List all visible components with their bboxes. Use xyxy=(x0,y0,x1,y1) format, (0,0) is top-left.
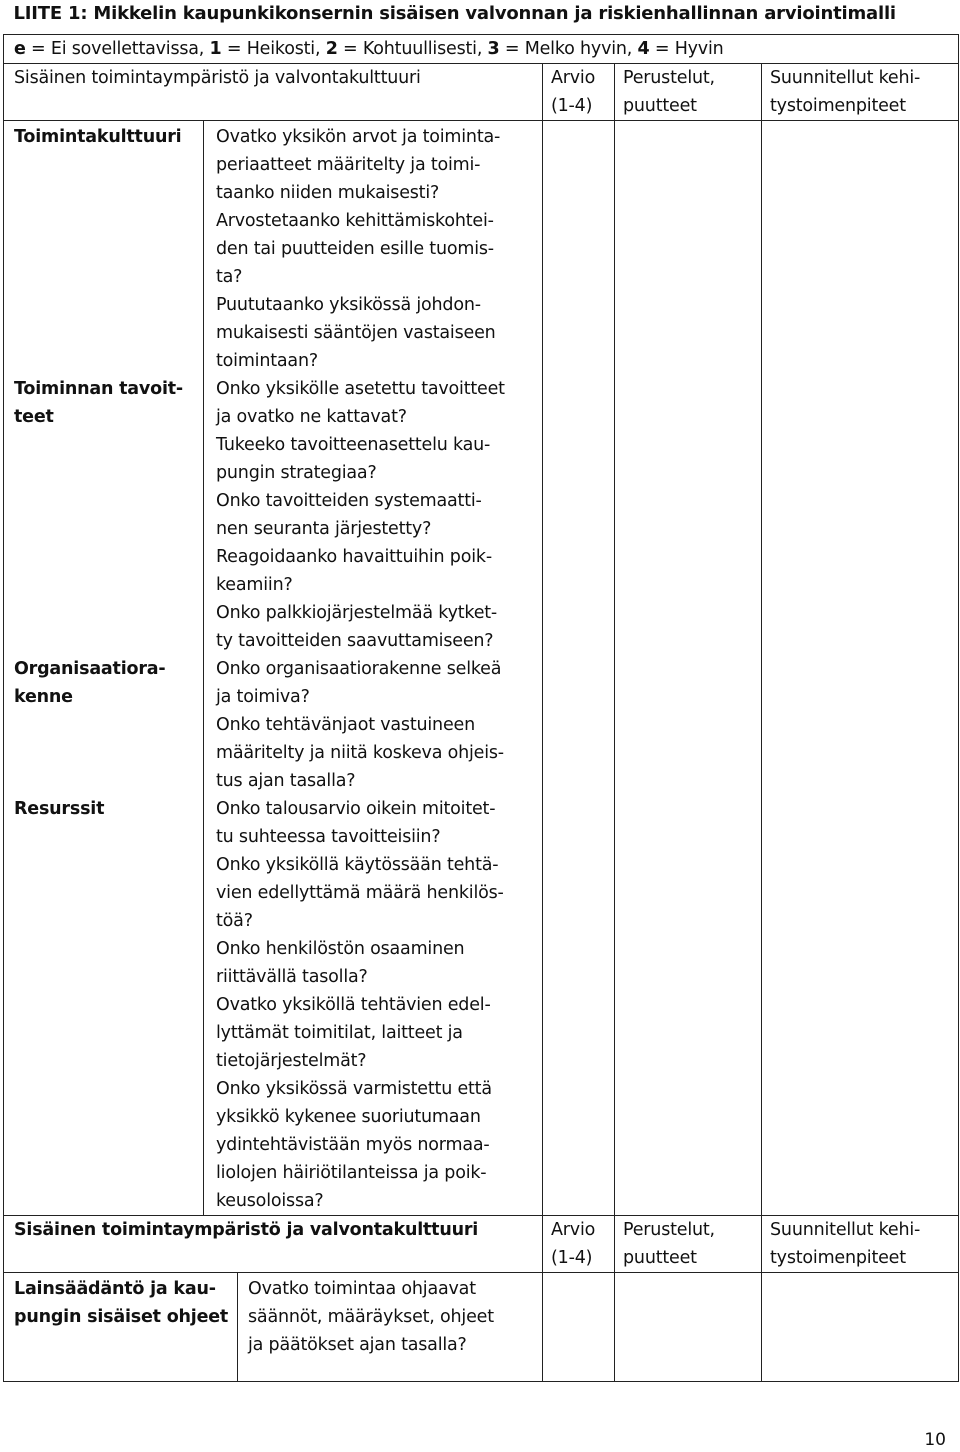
text-line: Onko organisaatiorakenne selkeä xyxy=(216,659,502,679)
text-line: tietojärjestelmät? xyxy=(216,1051,367,1071)
question-item xyxy=(216,795,542,851)
text-line: puutteet xyxy=(623,1248,697,1268)
text-line: liolojen häiriötilanteissa ja poik- xyxy=(216,1163,487,1183)
text-line: mukaisesti sääntöjen vastaiseen xyxy=(216,323,496,343)
col-header-suunnitellut xyxy=(762,64,959,121)
text-line: Reagoidaanko havaittuihin poik- xyxy=(216,547,492,567)
text-line: Ovatko yksiköllä tehtävien edel- xyxy=(216,995,491,1015)
text-line: ydintehtävistään myös normaa- xyxy=(216,1135,490,1155)
col-header-perustelut xyxy=(615,64,762,121)
scale-label: = Hyvin xyxy=(649,39,724,59)
text-line: nen seuranta järjestetty? xyxy=(216,519,432,539)
text-line: Suunnitellut kehi- xyxy=(770,1220,921,1240)
scale-value: e xyxy=(14,39,26,59)
section-heading: Sisäinen toimintaympäristö ja valvontakulttuuri xyxy=(4,64,543,121)
text-line: määritelty ja niitä koskeva ohjeis- xyxy=(216,743,504,763)
question-item xyxy=(216,991,542,1075)
text-line: taanko niiden mukaisesti? xyxy=(216,183,440,203)
scale-label: = Heikosti, xyxy=(221,39,326,59)
question-item xyxy=(216,207,542,291)
question-item xyxy=(216,711,542,795)
text-line: Lainsäädäntö ja kau- xyxy=(14,1279,216,1299)
question-item xyxy=(216,1075,542,1215)
group-label xyxy=(14,795,203,1215)
section-heading: Sisäinen toimintaympäristö ja valvontakulttuuri xyxy=(4,1216,543,1273)
col-header-perustelut xyxy=(615,1216,762,1273)
group-label xyxy=(4,1273,238,1382)
text-line: pungin strategiaa? xyxy=(216,463,377,483)
scale-label: = Kohtuullisesti, xyxy=(337,39,488,59)
question-item xyxy=(216,935,542,991)
text-line: töä? xyxy=(216,911,253,931)
text-line: yksikkö kykenee suoriutumaan xyxy=(216,1107,481,1127)
perustelut-cell xyxy=(615,121,762,1216)
group-labels-column xyxy=(4,121,204,1216)
text-line: Ovatko yksikön arvot ja toiminta- xyxy=(216,127,501,147)
arvio-cell xyxy=(543,1273,615,1382)
scale-label: = Ei sovellettavissa, xyxy=(25,39,210,59)
document-title: LIITE 1: Mikkelin kaupunkikonsernin sisäisen valvonnan ja riskienhallinnan arviointimalli xyxy=(4,0,959,35)
text-line: tus ajan tasalla? xyxy=(216,771,356,791)
question-item xyxy=(216,431,542,487)
text-line: vien edellyttämä määrä henkilös- xyxy=(216,883,504,903)
suunnitellut-cell xyxy=(762,1273,959,1382)
text-line: kenne xyxy=(14,687,73,707)
question-item xyxy=(216,375,542,431)
text-line: Arvostetaanko kehittämiskohtei- xyxy=(216,211,494,231)
text-line: Onko yksikössä varmistettu että xyxy=(216,1079,492,1099)
text-line: ja päätökset ajan tasalla? xyxy=(248,1335,467,1355)
group-label xyxy=(14,655,203,795)
text-line: ja ovatko ne kattavat? xyxy=(216,407,407,427)
questions-column xyxy=(204,121,543,1216)
question-item xyxy=(216,487,542,543)
text-line: Onko tehtävänjaot vastuineen xyxy=(216,715,475,735)
text-line: Suunnitellut kehi- xyxy=(770,68,921,88)
text-line: Onko yksiköllä käytössään tehtä- xyxy=(216,855,499,875)
perustelut-cell xyxy=(615,1273,762,1382)
text-line: Toiminnan tavoit- xyxy=(14,379,183,399)
text-line: teet xyxy=(14,407,54,427)
text-line: ty tavoitteiden saavuttamiseen? xyxy=(216,631,494,651)
group-label xyxy=(14,375,203,655)
text-line: Onko yksikölle asetettu tavoitteet xyxy=(216,379,505,399)
text-line: keusoloissa? xyxy=(216,1191,324,1211)
text-line: periaatteet määritelty ja toimi- xyxy=(216,155,481,175)
arvio-cell xyxy=(543,121,615,1216)
scale-label: = Melko hyvin, xyxy=(499,39,638,59)
text-line: Toimintakulttuuri xyxy=(14,127,182,147)
text-line: Tukeeko tavoitteenasettelu kau- xyxy=(216,435,491,455)
text-line: säännöt, määräykset, ohjeet xyxy=(248,1307,494,1327)
text-line: Onko palkkiojärjestelmää kytket- xyxy=(216,603,498,623)
scale-value: 3 xyxy=(487,39,500,59)
suunnitellut-cell xyxy=(762,121,959,1216)
scale-value: 2 xyxy=(325,39,338,59)
rating-scale xyxy=(4,35,959,64)
text-line: riittävällä tasolla? xyxy=(216,967,368,987)
question-item xyxy=(216,291,542,375)
text-line: Arvio xyxy=(551,68,596,88)
text-line: lyttämät toimitilat, laitteet ja xyxy=(216,1023,463,1043)
text-line: (1-4) xyxy=(551,1248,593,1268)
text-line: pungin sisäiset ohjeet xyxy=(14,1307,229,1327)
text-line: Puututaanko yksikössä johdon- xyxy=(216,295,481,315)
text-line: Perustelut, xyxy=(623,68,715,88)
text-line: Onko henkilöstön osaaminen xyxy=(216,939,465,959)
text-line: Resurssit xyxy=(14,799,105,819)
question-item xyxy=(216,543,542,599)
question-item xyxy=(216,851,542,935)
text-line: ja toimiva? xyxy=(216,687,310,707)
text-line: tu suhteessa tavoitteisiin? xyxy=(216,827,441,847)
text-line: Onko tavoitteiden systemaatti- xyxy=(216,491,482,511)
question-item xyxy=(216,599,542,655)
text-line: keamiin? xyxy=(216,575,293,595)
text-line: (1-4) xyxy=(551,96,593,116)
text-line: puutteet xyxy=(623,96,697,116)
text-line: tystoimenpiteet xyxy=(770,1248,906,1268)
col-header-arvio xyxy=(543,1216,615,1273)
col-header-arvio xyxy=(543,64,615,121)
question-item xyxy=(238,1273,543,1382)
text-line: toimintaan? xyxy=(216,351,318,371)
text-line: Ovatko toimintaa ohjaavat xyxy=(248,1279,476,1299)
text-line: tystoimenpiteet xyxy=(770,96,906,116)
text-line: Arvio xyxy=(551,1220,596,1240)
text-line: ta? xyxy=(216,267,243,287)
text-line: den tai puutteiden esille tuomis- xyxy=(216,239,494,259)
assessment-table xyxy=(3,0,959,1216)
text-line: Perustelut, xyxy=(623,1220,715,1240)
scale-value: 1 xyxy=(209,39,222,59)
text-line: Onko talousarvio oikein mitoitet- xyxy=(216,799,496,819)
group-label xyxy=(14,123,203,375)
text-line: Organisaatiora- xyxy=(14,659,166,679)
scale-value: 4 xyxy=(637,39,650,59)
question-item xyxy=(216,123,542,207)
col-header-suunnitellut xyxy=(762,1216,959,1273)
legislation-table xyxy=(3,1215,959,1382)
page-number: 10 xyxy=(924,1430,946,1450)
question-item xyxy=(216,655,542,711)
